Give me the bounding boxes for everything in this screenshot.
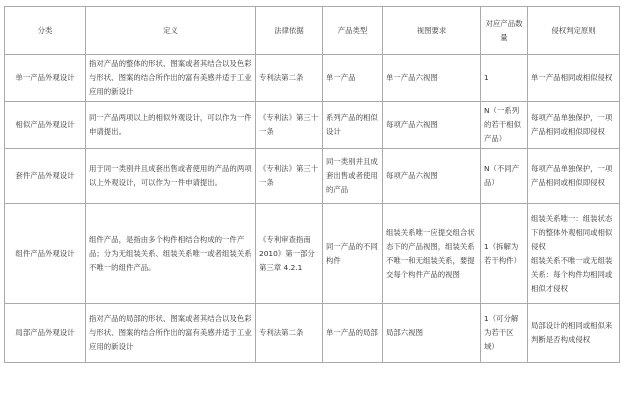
category-cell: 套件产品外观设计 xyxy=(5,149,86,204)
principle-line: 局部设计的相同或相似来判断是否构成侵权 xyxy=(531,321,613,344)
product-type-cell: 单一产品的局部 xyxy=(323,304,383,363)
col-header-product-type: 产品类型 xyxy=(323,7,383,55)
definition-cell: 指对产品的局部的形状、图案或者其结合以及色彩与形状、图案的结合所作出的富有美感并适于工业应用的新设计 xyxy=(86,304,256,363)
col-header-quantity: 对应产品数量 xyxy=(481,7,528,55)
principle-cell xyxy=(528,304,620,363)
product-type-cell: 单一产品 xyxy=(323,55,383,102)
quantity-cell: N（一系列的若干相似产品） xyxy=(481,102,528,149)
table-row xyxy=(5,149,620,204)
table-row xyxy=(5,102,620,149)
table-row xyxy=(5,204,620,304)
view-requirement-cell: 局部六视图 xyxy=(383,304,481,363)
col-header-view-requirement: 视图要求 xyxy=(383,7,481,55)
category-cell: 组件产品外观设计 xyxy=(5,204,86,304)
comparison-table xyxy=(4,6,620,363)
legal-basis-cell: 专利法第二条 xyxy=(256,55,323,102)
table-row xyxy=(5,304,620,363)
quantity-cell: 1 xyxy=(481,55,528,102)
col-header-principle: 侵权判定原则 xyxy=(528,7,620,55)
definition-cell: 用于同一类别并且成套出售或者使用的产品的两项以上外观设计，可以作为一件申请提出。 xyxy=(86,149,256,204)
legal-basis-cell: 《专利法》第三十一条 xyxy=(256,149,323,204)
definition-cell: 指对产品的整体的形状、图案或者其结合以及色彩与形状、图案的结合所作出的富有美感并适于工业应用的新设计 xyxy=(86,55,256,102)
quantity-cell: 1（可分解为若干区域） xyxy=(481,304,528,363)
col-header-category: 分类 xyxy=(5,7,86,55)
view-requirement-cell: 每项产品六视图 xyxy=(383,102,481,149)
quantity-cell: 1（拆解为若干构件） xyxy=(481,204,528,304)
product-type-cell: 同一类别并且成套出售或者使用的产品 xyxy=(323,149,383,204)
principle-cell xyxy=(528,204,620,304)
view-requirement-cell: 每项产品六视图 xyxy=(383,149,481,204)
principle-line: 组装关系不唯一或无组装关系：每个构件均相同或相似才侵权 xyxy=(531,255,613,293)
category-cell: 单一产品外观设计 xyxy=(5,55,86,102)
principle-line: 每项产品单独保护，一项产品相同或相似即侵权 xyxy=(531,113,613,136)
col-header-legal-basis: 法律依据 xyxy=(256,7,323,55)
definition-cell: 组件产品，是指由多个构件相结合构成的一件产品；分为无组装关系、组装关系唯一或者组装关系不唯一的组件产品。 xyxy=(86,204,256,304)
header-row xyxy=(5,7,620,55)
category-cell: 相似产品外观设计 xyxy=(5,102,86,149)
quantity-cell: N（不同产品） xyxy=(481,149,528,204)
legal-basis-cell: 《专利审查指南2010》第一部分第三章 4.2.1 xyxy=(256,204,323,304)
col-header-definition: 定义 xyxy=(86,7,256,55)
principle-line: 组装关系唯一：组装状态下的整体外观相同或相似侵权 xyxy=(531,213,613,251)
legal-basis-cell: 专利法第二条 xyxy=(256,304,323,363)
principle-cell xyxy=(528,55,620,102)
category-cell: 局部产品外观设计 xyxy=(5,304,86,363)
product-type-cell: 系列产品的相似设计 xyxy=(323,102,383,149)
principle-cell xyxy=(528,102,620,149)
product-type-cell: 同一产品的不同构件 xyxy=(323,204,383,304)
principle-line: 每项产品单独保护，一项产品相同或相似即侵权 xyxy=(531,164,613,187)
legal-basis-cell: 《专利法》第三十一条 xyxy=(256,102,323,149)
principle-line: 单一产品相同或相似侵权 xyxy=(531,73,613,82)
definition-cell: 同一产品两项以上的相似外观设计，可以作为一件申请提出。 xyxy=(86,102,256,149)
table-row xyxy=(5,55,620,102)
principle-cell xyxy=(528,149,620,204)
view-requirement-cell: 单一产品六视图 xyxy=(383,55,481,102)
view-requirement-cell: 组装关系唯一应提交组合状态下的产品视图，组装关系不唯一和无组装关系，要提交每个构件产品的视图 xyxy=(383,204,481,304)
